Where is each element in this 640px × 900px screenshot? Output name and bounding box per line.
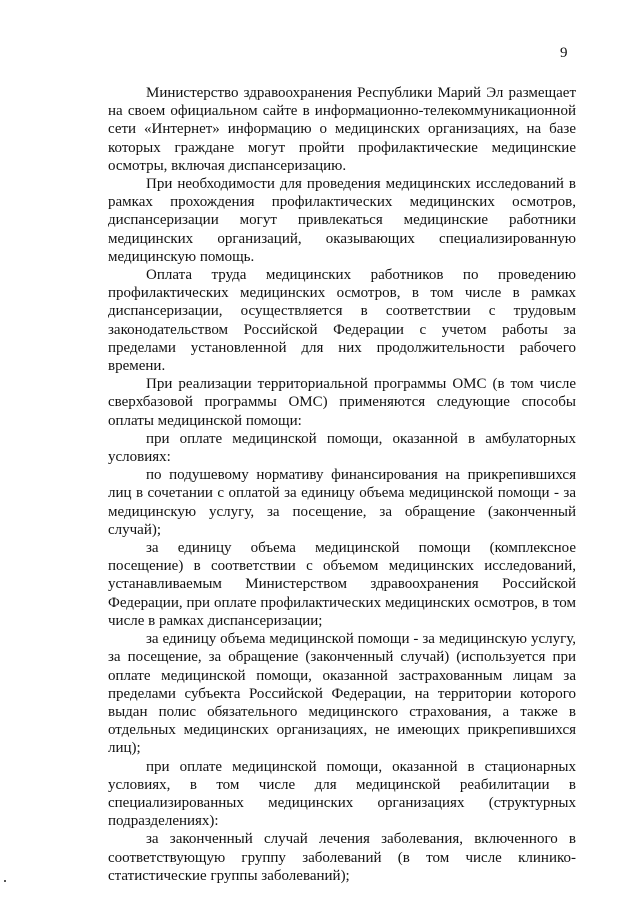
paragraph: Оплата труда медицинских работников по проведению профилактических медицинских осмотров, в том числе в рамках диспансеризации, осуществляется в соответствии с трудовым законодательством Российской Федерации с учетом работы за пределами установленной для них продолжительности рабочего времени. [108,267,576,375]
scan-artifact-dot [4,880,6,882]
paragraph: за единицу объема медицинской помощи (комплексное посещение) в соответствии с объемом медицинских исследований, устанавливаемым Министерством здравоохранения Российской Федерации, при оплате профилактических медицинских осмотров, в том числе в рамках диспансеризации; [108,540,576,629]
page-number: 9 [560,45,568,61]
document-body [108,84,576,885]
paragraph: при оплате медицинской помощи, оказанной в стационарных условиях, в том числе для медицинской реабилитации в специализированных медицинских организациях (структурных подразделениях): [108,758,576,830]
paragraph: за законченный случай лечения заболевания, включенного в соответствующую группу заболеваний (в том числе клинико-статистические группы заболеваний); [108,831,576,884]
paragraph: по подушевому нормативу финансирования на прикрепившихся лиц в сочетании с оплатой за единицу объема медицинской помощи - за медицинскую услугу, за посещение, за обращение (законченный случай); [108,467,576,538]
paragraph: за единицу объема медицинской помощи - за медицинскую услугу, за посещение, за обращение (законченный случай) (используется при оплате медицинской помощи, оказанной застрахованным лицам за пределами субъекта Российской Федерации, на территории которого выдан полис обязательного медицинского страхования, а также в отдельных медицинских организациях, не имеющих прикрепившихся лиц); [108,631,576,757]
paragraph: При необходимости для проведения медицинских исследований в рамках прохождения профилактических медицинских осмотров, диспансеризации могут привлекаться медицинские работники медицинских организаций, оказывающих специализированную медицинскую помощь. [108,176,576,265]
paragraph: Министерство здравоохранения Республики Марий Эл размещает на своем официальном сайте в информационно-телекоммуникационной сети «Интернет» информацию о медицинских организациях, на базе которых граждане могут пройти профилактические медицинские осмотры, включая диспансеризацию. [108,85,576,174]
paragraph: при оплате медицинской помощи, оказанной в амбулаторных условиях: [108,430,576,466]
paragraph: При реализации территориальной программы ОМС (в том числе сверхбазовой программы ОМС) применяются следующие способы оплаты медицинской помощи: [108,376,576,429]
